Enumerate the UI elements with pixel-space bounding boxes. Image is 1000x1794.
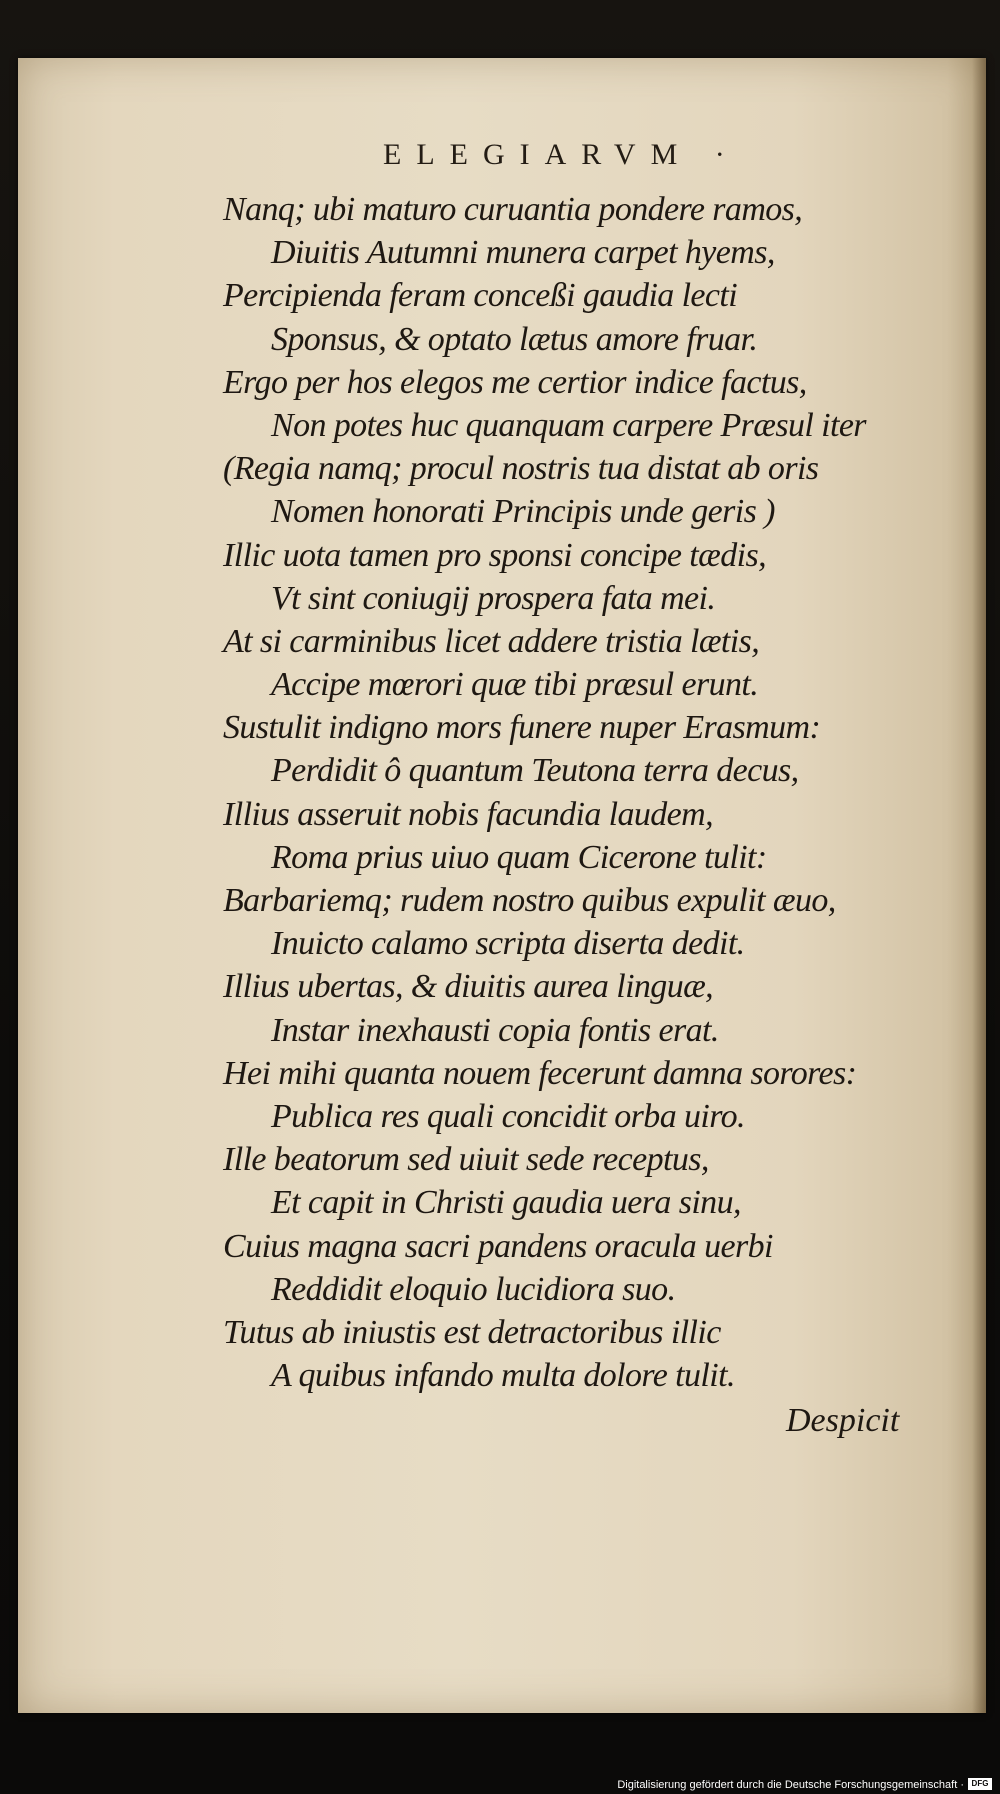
- verse-line: Instar inexhausti copia fontis erat.: [271, 1011, 719, 1049]
- dfg-logo: DFG: [968, 1778, 992, 1790]
- verse-line: Illic uota tamen pro sponsi concipe tædis,: [223, 536, 766, 574]
- verse-line: Roma prius uiuo quam Cicerone tulit:: [271, 838, 767, 876]
- verse-line: Perdidit ô quantum Teutona terra decus,: [271, 752, 799, 790]
- verse-line: Hei mihi quanta nouem fecerunt damna sorores:: [223, 1054, 857, 1092]
- verse-line: A quibus infando multa dolore tulit.: [271, 1357, 735, 1395]
- verse-block: [223, 188, 943, 1397]
- verse-line: Illius asseruit nobis facundia laudem,: [223, 795, 714, 833]
- verse-line: Vt sint coniugij prospera fata mei.: [271, 579, 716, 617]
- verse-line: Ille beatorum sed uiuit sede receptus,: [223, 1141, 709, 1179]
- verse-line: Publica res quali concidit orba uiro.: [271, 1097, 745, 1135]
- verse-line: Sustulit indigno mors funere nuper Erasmum:: [223, 709, 821, 747]
- verse-line: Illius ubertas, & diuitis aurea linguæ,: [223, 968, 714, 1006]
- verse-line: At si carminibus licet addere tristia lætis,: [223, 622, 760, 660]
- verse-line: Barbariemq; rudem nostro quibus expulit æuo,: [223, 882, 836, 919]
- verse-line: Sponsus, & optato lætus amore fruar.: [271, 320, 758, 358]
- verse-line: Non potes huc quanquam carpere Præsul iter: [271, 406, 866, 444]
- verse-line: Inuicto calamo scripta diserta dedit.: [271, 925, 745, 963]
- verse-line: Percipienda feram conceßi gaudia lecti: [223, 277, 738, 315]
- verse-line: Nomen honorati Principis unde geris ): [271, 493, 775, 531]
- catchword: Despicit: [786, 1402, 900, 1439]
- verse-line: Accipe mœrori quæ tibi præsul erunt.: [271, 666, 759, 704]
- verse-line: Ergo per hos elegos me certior indice factus,: [223, 363, 807, 401]
- footer-bar: [0, 1772, 1000, 1794]
- verse-line: Cuius magna sacri pandens oracula uerbi: [223, 1227, 773, 1265]
- verse-line: Nanq; ubi maturo curuantia pondere ramos,: [223, 191, 803, 228]
- verse-line: Et capit in Christi gaudia uera sinu,: [271, 1184, 741, 1222]
- verse-line: Tutus ab iniustis est detractoribus illic: [223, 1313, 721, 1351]
- verse-line: (Regia namq; procul nostris tua distat ab oris: [223, 450, 819, 488]
- verse-line: Reddidit eloquio lucidiora suo.: [271, 1270, 676, 1308]
- digitization-credit: Digitalisierung gefördert durch die Deutsche Forschungsgemeinschaft ·: [617, 1779, 964, 1791]
- book-page: [18, 58, 986, 1713]
- verse-line: Diuitis Autumni munera carpet hyems,: [271, 234, 775, 272]
- running-head: ELEGIARVM ·: [383, 138, 740, 171]
